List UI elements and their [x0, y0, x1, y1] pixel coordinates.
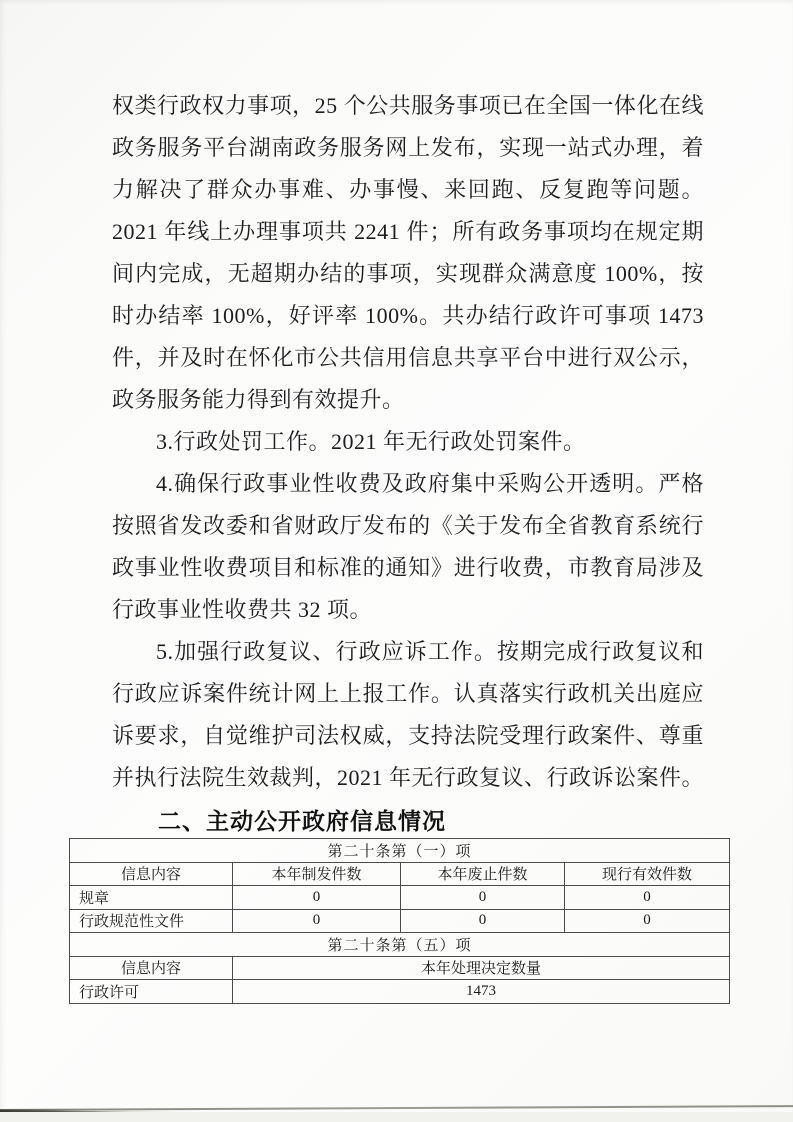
header-decision-count: 本年处理决定数量 [233, 956, 730, 980]
paragraph-item-5: 5.加强行政复议、行政应诉工作。按期完成行政复议和行政应诉案件统计网上上报工作。认真落实行政机关出庭应诉要求，自觉维护司法权威，支持法院受理行政案件、尊重并执行法院生效裁判，2021 年无行政复议、行政诉讼案件。 [112, 639, 705, 790]
cell-value: 0 [401, 886, 565, 910]
table-section1-header-row [70, 862, 730, 886]
scan-paper-edge [0, 1105, 793, 1111]
cell-value: 0 [565, 886, 730, 910]
body-text-block [112, 85, 704, 799]
paragraph-item-3: 3.行政处罚工作。2021 年无行政处罚案件。 [156, 429, 586, 454]
header-effective-count: 现行有效件数 [565, 862, 730, 886]
header-info-content: 信息内容 [70, 956, 233, 980]
table-section2-header-row [70, 956, 730, 980]
table-row-regulations [70, 886, 730, 910]
cell-value: 0 [565, 909, 730, 933]
scan-background-strip [0, 1112, 793, 1122]
row-label: 规章 [70, 886, 233, 910]
table-section2-title-row [70, 933, 730, 957]
cell-value: 0 [233, 886, 401, 910]
header-info-content: 信息内容 [70, 862, 233, 886]
row-label: 行政规范性文件 [70, 909, 233, 933]
cell-value: 1473 [233, 980, 730, 1004]
cell-value: 0 [401, 909, 565, 933]
public-info-table [69, 838, 730, 1004]
paragraph-item-4: 4.确保行政事业性收费及政府集中采购公开透明。严格按照省发改委和省财政厅发布的《关于发布全省教育系统行政事业性收费项目和标准的通知》进行收费，市教育局涉及行政事业性收费共 32 项。 [112, 471, 704, 622]
paragraph-continuation: 权类行政权力事项，25 个公共服务事项已在全国一体化在线政务服务平台湖南政务服务网上发布，实现一站式办理，着力解决了群众办事难、办事慢、来回跑、反复跑等问题。2021 年线上办理事项共 2241 件；所有政务事项均在规定期间内完成，无超期办结的事项，实现群众满意度 100%，按时办结率 100%，好评率 100%。共办结行政许可事项 1473 件，并及时在怀化市公共信用信息共享平台中进行双公示，政务服务能力得到有效提升。 [112, 93, 704, 412]
table-row-administrative-licensing [70, 980, 730, 1004]
cell-value: 0 [233, 909, 401, 933]
row-label: 行政许可 [70, 980, 233, 1004]
section-heading: 二、主动公开政府信息情况 [158, 808, 446, 834]
table-section1-title: 第二十条第（一）项 [70, 839, 730, 863]
header-abolished-count: 本年废止件数 [401, 862, 565, 886]
table-section2-title: 第二十条第（五）项 [70, 933, 730, 957]
header-issued-count: 本年制发件数 [233, 862, 401, 886]
table-section1-title-row [70, 839, 730, 863]
table-row-normative-documents [70, 909, 730, 933]
